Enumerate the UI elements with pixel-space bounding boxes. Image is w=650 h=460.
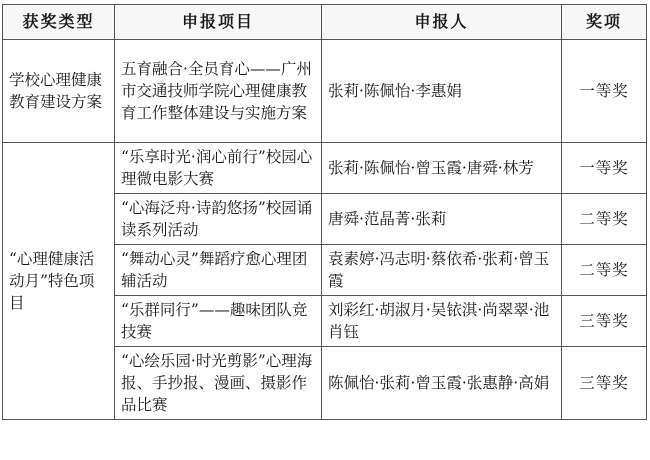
applicant-cell: 张莉·陈佩怡·曾玉霞·唐舜·林芳: [322, 143, 562, 194]
project-cell: “乐群同行”——趣味团队竞技赛: [115, 296, 322, 347]
applicant-cell: 刘彩红·胡淑月·吴铱淇·尚翠翠·池肖钰: [322, 296, 562, 347]
applicant-cell: 陈佩怡·张莉·曾玉霞·张惠静·高娟: [322, 347, 562, 420]
award-cell: 一等奖: [562, 143, 647, 194]
project-cell: “心绘乐园·时光剪影”心理海报、手抄报、漫画、摄影作品比赛: [115, 347, 322, 420]
header-project: 申报项目: [115, 5, 322, 40]
award-cell: 二等奖: [562, 194, 647, 245]
project-cell: 五育融合·全员育心——广州市交通技师学院心理健康教育工作整体建设与实施方案: [115, 40, 322, 143]
header-row: [3, 5, 647, 40]
header-applicant: 申报人: [322, 5, 562, 40]
header-award-type: 获奖类型: [3, 5, 115, 40]
applicant-cell: 张莉·陈佩怡·李惠娟: [322, 40, 562, 143]
award-cell: 一等奖: [562, 40, 647, 143]
project-cell: “心海泛舟·诗韵悠扬”校园诵读系列活动: [115, 194, 322, 245]
award-type-cell: 学校心理健康教育建设方案: [3, 40, 115, 143]
table-row: [3, 40, 647, 143]
applicant-cell: 唐舜·范晶菁·张莉: [322, 194, 562, 245]
table-row: [3, 143, 647, 194]
award-cell: 二等奖: [562, 245, 647, 296]
table-body: [3, 40, 647, 420]
awards-table: [2, 4, 647, 420]
award-cell: 三等奖: [562, 347, 647, 420]
award-type-cell: “心理健康活动月”特色项目: [3, 143, 115, 420]
project-cell: “乐享时光·润心前行”校园心理微电影大赛: [115, 143, 322, 194]
award-cell: 三等奖: [562, 296, 647, 347]
header-award: 奖项: [562, 5, 647, 40]
project-cell: “舞动心灵”舞蹈疗愈心理团辅活动: [115, 245, 322, 296]
table-header: [3, 5, 647, 40]
applicant-cell: 袁素婷·冯志明·蔡依希·张莉·曾玉霞: [322, 245, 562, 296]
